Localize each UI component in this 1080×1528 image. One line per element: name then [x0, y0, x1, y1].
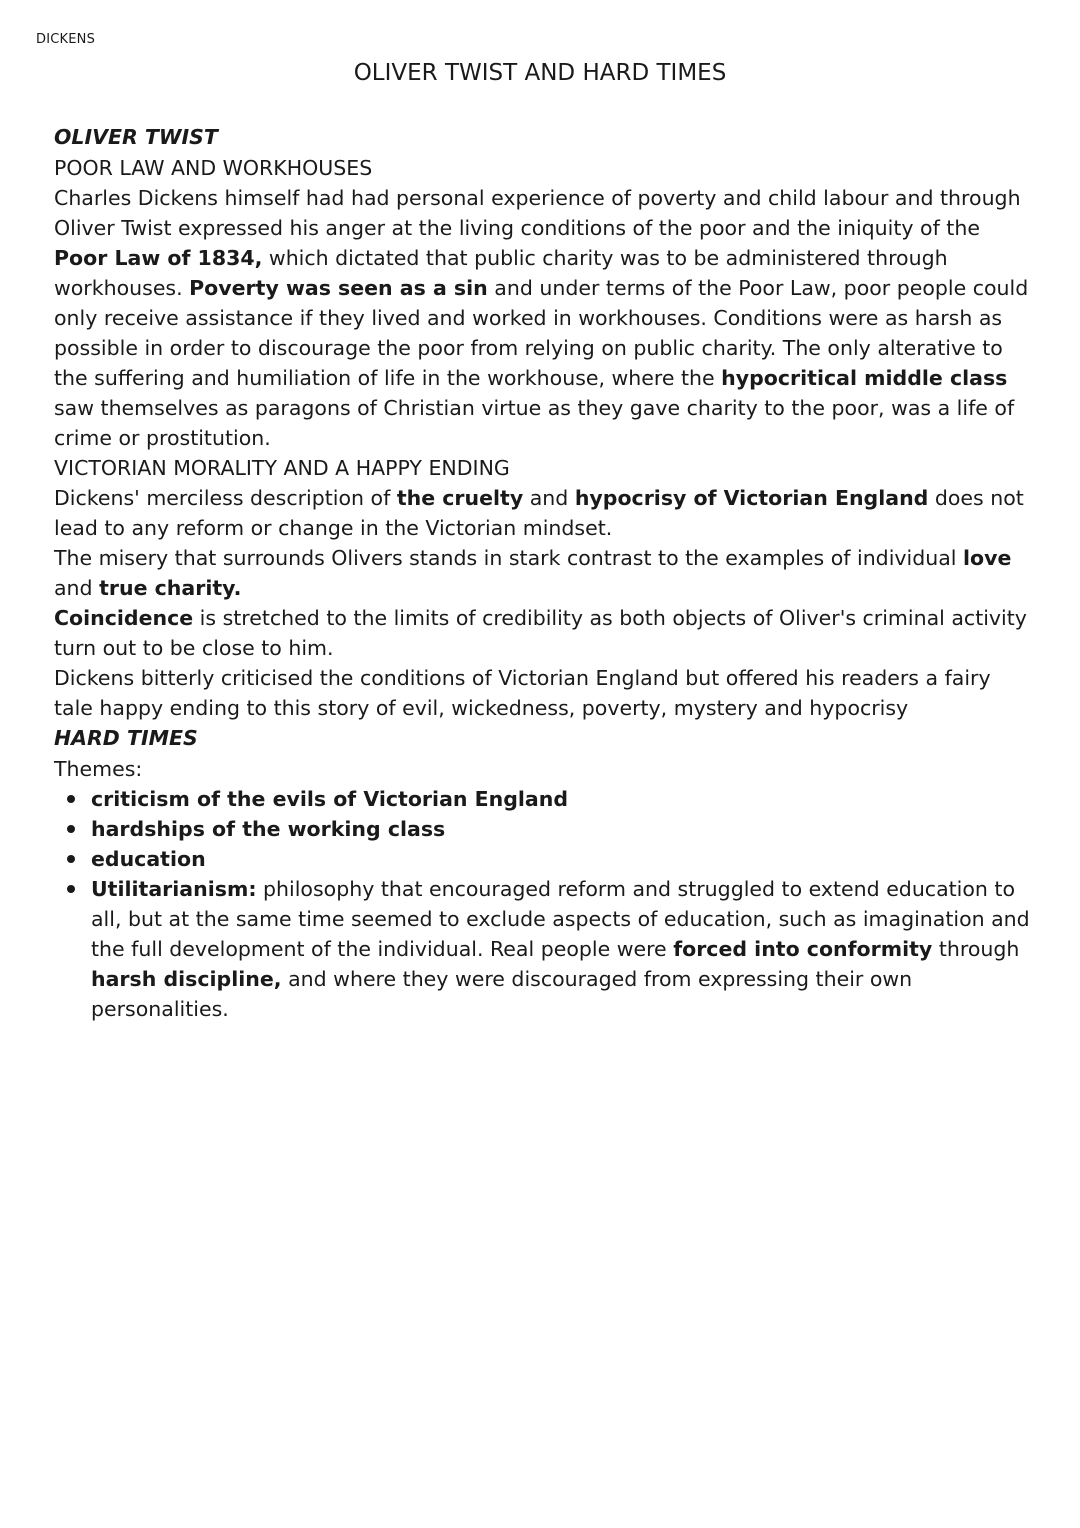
bold-text: Coincidence: [54, 606, 194, 630]
text-run: through: [932, 937, 1020, 961]
text-run: Dickens' merciless description of: [54, 486, 397, 510]
document-title: OLIVER TWIST AND HARD TIMES: [353, 60, 727, 86]
bold-text: hypocritical middle class: [721, 366, 1008, 390]
running-head: DICKENS: [36, 32, 96, 47]
theme-item: [91, 844, 1034, 874]
document-body: [54, 122, 1034, 1024]
themes-label: Themes:: [54, 757, 143, 781]
text-run: The misery that surrounds Olivers stands in stark contrast to the examples of individual: [54, 546, 963, 570]
text-run: and: [54, 576, 100, 600]
theme-item: [91, 874, 1034, 1024]
section-heading-oliver-twist: OLIVER TWIST: [54, 125, 218, 149]
bold-text: love: [963, 546, 1012, 570]
text-run: and: [523, 486, 575, 510]
subheading-victorian-morality: VICTORIAN MORALITY AND A HAPPY ENDING: [54, 456, 510, 480]
themes-list: [54, 784, 1034, 1024]
bold-text: education: [91, 847, 206, 871]
theme-item: [91, 784, 1034, 814]
paragraph-morality-2: [54, 543, 1034, 603]
bold-text: Poor Law of 1834,: [54, 246, 263, 270]
text-run: saw themselves as paragons of Christian virtue as they gave charity to the poor, was a life of crime or prostitution.: [54, 396, 1015, 450]
bold-text: hypocrisy of Victorian England: [574, 486, 929, 510]
bold-text: the cruelty: [396, 486, 524, 510]
paragraph-poor-law: [54, 183, 1034, 453]
bold-text: harsh discipline,: [91, 967, 282, 991]
bold-text: hardships of the working class: [91, 817, 446, 841]
text-run: and where they were discouraged from expressing their own personalities.: [91, 967, 913, 1021]
text-run: does not lead to any reform or change in the Victorian mindset.: [54, 486, 1024, 540]
bold-text: Utilitarianism:: [91, 877, 257, 901]
text-run: and under terms of the Poor Law, poor people could only receive assistance if they lived and worked in workhouses. Conditions were as harsh as possible in order to discourage the poor from relying on public charity. The only alterative to the suffering and humiliation of life in the workhouse, where the: [54, 276, 1029, 390]
subheading-poor-law: POOR LAW AND WORKHOUSES: [54, 156, 373, 180]
text-run: is stretched to the limits of credibility as both objects of Oliver's criminal activity turn out to be close to him.: [54, 606, 1027, 660]
bold-text: true charity.: [99, 576, 242, 600]
theme-item: [91, 814, 1034, 844]
text-run: philosophy that encouraged reform and struggled to extend education to all, but at the same time seemed to exclude aspects of education, such as imagination and the full development of the individual. Real people were: [91, 877, 1030, 961]
paragraph-morality-3: [54, 603, 1034, 663]
text-run: Dickens bitterly criticised the conditions of Victorian England but offered his readers a fairy tale happy ending to this story of evil, wickedness, poverty, mystery and hypocrisy: [54, 666, 991, 720]
bold-text: criticism of the evils of Victorian England: [91, 787, 569, 811]
paragraph-morality-1: [54, 483, 1034, 543]
text-run: which dictated that public charity was to be administered through workhouses.: [54, 246, 948, 300]
bold-text: Poverty was seen as a sin: [189, 276, 488, 300]
section-heading-hard-times: HARD TIMES: [54, 726, 198, 750]
bold-text: forced into conformity: [673, 937, 933, 961]
paragraph-morality-4: [54, 663, 1034, 723]
text-run: Charles Dickens himself had had personal experience of poverty and child labour and through Oliver Twist expressed his anger at the living conditions of the poor and the iniquity of the: [54, 186, 1021, 240]
